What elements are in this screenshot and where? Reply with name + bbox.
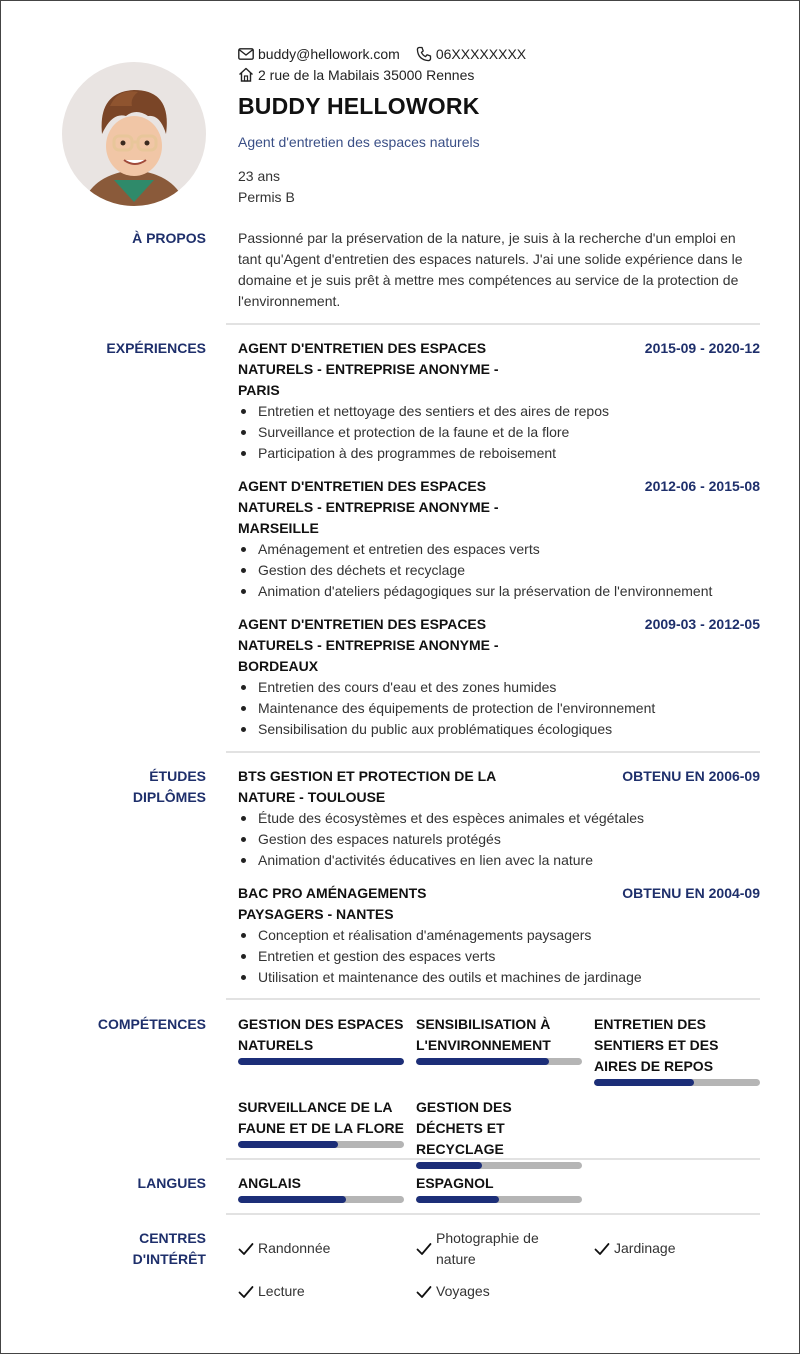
list-item: Animation d'ateliers pédagogiques sur la préservation de l'environnement xyxy=(238,581,760,602)
language-bar-fill xyxy=(238,1196,346,1203)
language-item xyxy=(238,1173,404,1203)
interest-label: Randonnée xyxy=(258,1240,331,1256)
experience-date: 2009-03 - 2012-05 xyxy=(644,616,760,632)
list-item: Entretien et gestion des espaces verts xyxy=(238,946,760,967)
skill-name: SURVEILLANCE DE LA FAUNE ET DE LA FLORE xyxy=(238,1099,404,1136)
languages-title: LANGUES xyxy=(137,1175,206,1191)
interest-label: Photographie de nature xyxy=(436,1230,539,1267)
interests-section xyxy=(1,1228,800,1318)
experience-tasks xyxy=(238,539,760,602)
list-item: Animation d'activités éducatives en lien avec la nature xyxy=(238,850,760,871)
address-text: 2 rue de la Mabilais 35000 Rennes xyxy=(258,66,475,83)
skill-bar-fill xyxy=(416,1058,549,1065)
education-title xyxy=(133,766,206,808)
check-icon xyxy=(416,1242,432,1256)
about-text: Passionné par la préservation de la nature, je suis à la recherche d'un emploi en tant qu'Agent d'entretien des espaces naturels. J'ai une solide expérience dans le domaine et je suis prêt à mettre mes compétences au service de la protection de l'environnement. xyxy=(238,230,743,309)
email-text: buddy@hellowork.com xyxy=(258,45,400,62)
interest-label: Lecture xyxy=(258,1283,305,1299)
education-details xyxy=(238,925,760,988)
list-item: Maintenance des équipements de protection de l'environnement xyxy=(238,698,760,719)
experience-date: 2015-09 - 2020-12 xyxy=(644,340,760,356)
skill-bar xyxy=(416,1058,582,1065)
list-item: Gestion des déchets et recyclage xyxy=(238,560,760,581)
list-item: Sensibilisation du public aux problématiques écologiques xyxy=(238,719,760,740)
check-icon xyxy=(416,1285,432,1299)
job-title: Agent d'entretien des espaces naturels xyxy=(238,134,480,150)
experience-title: AGENT D'ENTRETIEN DES ESPACES NATURELS - ENTREPRISE ANONYME - PARIS xyxy=(238,340,499,398)
envelope-icon xyxy=(238,48,254,60)
interests-title-line2: D'INTÉRÊT xyxy=(132,1251,206,1267)
divider xyxy=(226,1158,760,1160)
skill-item xyxy=(416,1014,582,1065)
skill-name: GESTION DES ESPACES NATURELS xyxy=(238,1016,404,1053)
contact-line xyxy=(238,43,760,64)
languages-section xyxy=(1,1173,800,1209)
address-line xyxy=(238,64,760,85)
interest-item xyxy=(416,1281,490,1302)
age: 23 ans xyxy=(238,168,281,184)
language-name: ANGLAIS xyxy=(238,1175,301,1191)
personal-info xyxy=(238,166,760,208)
check-icon xyxy=(238,1285,254,1299)
skill-bar-fill xyxy=(594,1079,694,1086)
experience-entry xyxy=(238,338,760,476)
avatar-illustration xyxy=(62,62,206,206)
phone-text: 06XXXXXXXX xyxy=(435,45,527,62)
list-item: Entretien et nettoyage des sentiers et des aires de repos xyxy=(238,401,760,422)
skill-name: GESTION DES DÉCHETS ET RECYCLAGE xyxy=(416,1099,512,1157)
skill-bar xyxy=(594,1079,760,1086)
list-item: Conception et réalisation d'aménagements paysagers xyxy=(238,925,760,946)
interest-item xyxy=(238,1238,330,1259)
phone-contact xyxy=(416,46,526,62)
skill-bar xyxy=(238,1058,404,1065)
experience-entry xyxy=(238,476,760,614)
divider xyxy=(226,323,760,325)
experience-entry xyxy=(238,614,760,740)
skill-item xyxy=(238,1014,404,1065)
skill-bar-fill xyxy=(238,1141,338,1148)
experience-tasks xyxy=(238,677,760,740)
skill-bar xyxy=(238,1141,404,1148)
education-title-line2: DIPLÔMES xyxy=(132,789,206,805)
list-item: Étude des écosystèmes et des espèces animales et végétales xyxy=(238,808,760,829)
skill-item xyxy=(594,1014,760,1086)
driving-license: Permis B xyxy=(238,189,295,205)
skill-bar-fill xyxy=(416,1162,482,1169)
education-date: OBTENU EN 2004-09 xyxy=(622,885,760,901)
experience-tasks xyxy=(238,401,760,464)
language-bar xyxy=(416,1196,582,1203)
education-title-line1: ÉTUDES xyxy=(149,768,206,784)
interest-label: Voyages xyxy=(436,1283,490,1299)
experience-title: AGENT D'ENTRETIEN DES ESPACES NATURELS - ENTREPRISE ANONYME - BORDEAUX xyxy=(238,616,499,674)
list-item: Aménagement et entretien des espaces verts xyxy=(238,539,760,560)
education-title: BAC PRO AMÉNAGEMENTS PAYSAGERS - NANTES xyxy=(238,885,427,922)
avatar xyxy=(62,62,206,206)
candidate-name: BUDDY HELLOWORK xyxy=(238,93,480,119)
list-item: Utilisation et maintenance des outils et machines de jardinage xyxy=(238,967,760,988)
experiences-title: EXPÉRIENCES xyxy=(106,340,206,356)
divider xyxy=(226,751,760,753)
interest-label: Jardinage xyxy=(614,1240,676,1256)
list-item: Participation à des programmes de reboisement xyxy=(238,443,760,464)
skill-name: SENSIBILISATION À L'ENVIRONNEMENT xyxy=(416,1016,551,1053)
address-contact xyxy=(238,67,474,83)
interest-item xyxy=(594,1238,676,1259)
language-bar-fill xyxy=(416,1196,499,1203)
language-bar xyxy=(238,1196,404,1203)
skill-bar xyxy=(416,1162,582,1169)
divider xyxy=(226,1213,760,1215)
resume-header xyxy=(238,43,760,208)
language-name: ESPAGNOL xyxy=(416,1175,494,1191)
education-list xyxy=(238,766,760,988)
list-item: Gestion des espaces naturels protégés xyxy=(238,829,760,850)
check-icon xyxy=(238,1242,254,1256)
education-entry xyxy=(238,766,760,883)
list-item: Surveillance et protection de la faune et de la flore xyxy=(238,422,760,443)
education-details xyxy=(238,808,760,871)
skill-item xyxy=(238,1097,404,1148)
education-entry xyxy=(238,883,760,988)
skills-section xyxy=(1,1014,800,1157)
experience-date: 2012-06 - 2015-08 xyxy=(644,478,760,494)
home-icon xyxy=(238,67,254,82)
education-date: OBTENU EN 2006-09 xyxy=(622,768,760,784)
experiences-list xyxy=(238,338,760,740)
education-title: BTS GESTION ET PROTECTION DE LA NATURE - TOULOUSE xyxy=(238,768,496,805)
skill-bar-fill xyxy=(238,1058,404,1065)
email-contact xyxy=(238,46,400,62)
skills-title: COMPÉTENCES xyxy=(97,1016,206,1032)
language-item xyxy=(416,1173,582,1203)
interest-item xyxy=(416,1228,566,1270)
interest-item xyxy=(238,1281,305,1302)
divider xyxy=(226,998,760,1000)
skill-name: ENTRETIEN DES SENTIERS ET DES AIRES DE REPOS xyxy=(594,1016,719,1074)
interests-title-line1: CENTRES xyxy=(139,1230,206,1246)
list-item: Entretien des cours d'eau et des zones humides xyxy=(238,677,760,698)
about-title: À PROPOS xyxy=(132,230,206,246)
experience-title: AGENT D'ENTRETIEN DES ESPACES NATURELS - ENTREPRISE ANONYME - MARSEILLE xyxy=(238,478,499,536)
interests-title xyxy=(133,1228,206,1270)
phone-icon xyxy=(416,46,432,62)
check-icon xyxy=(594,1242,610,1256)
